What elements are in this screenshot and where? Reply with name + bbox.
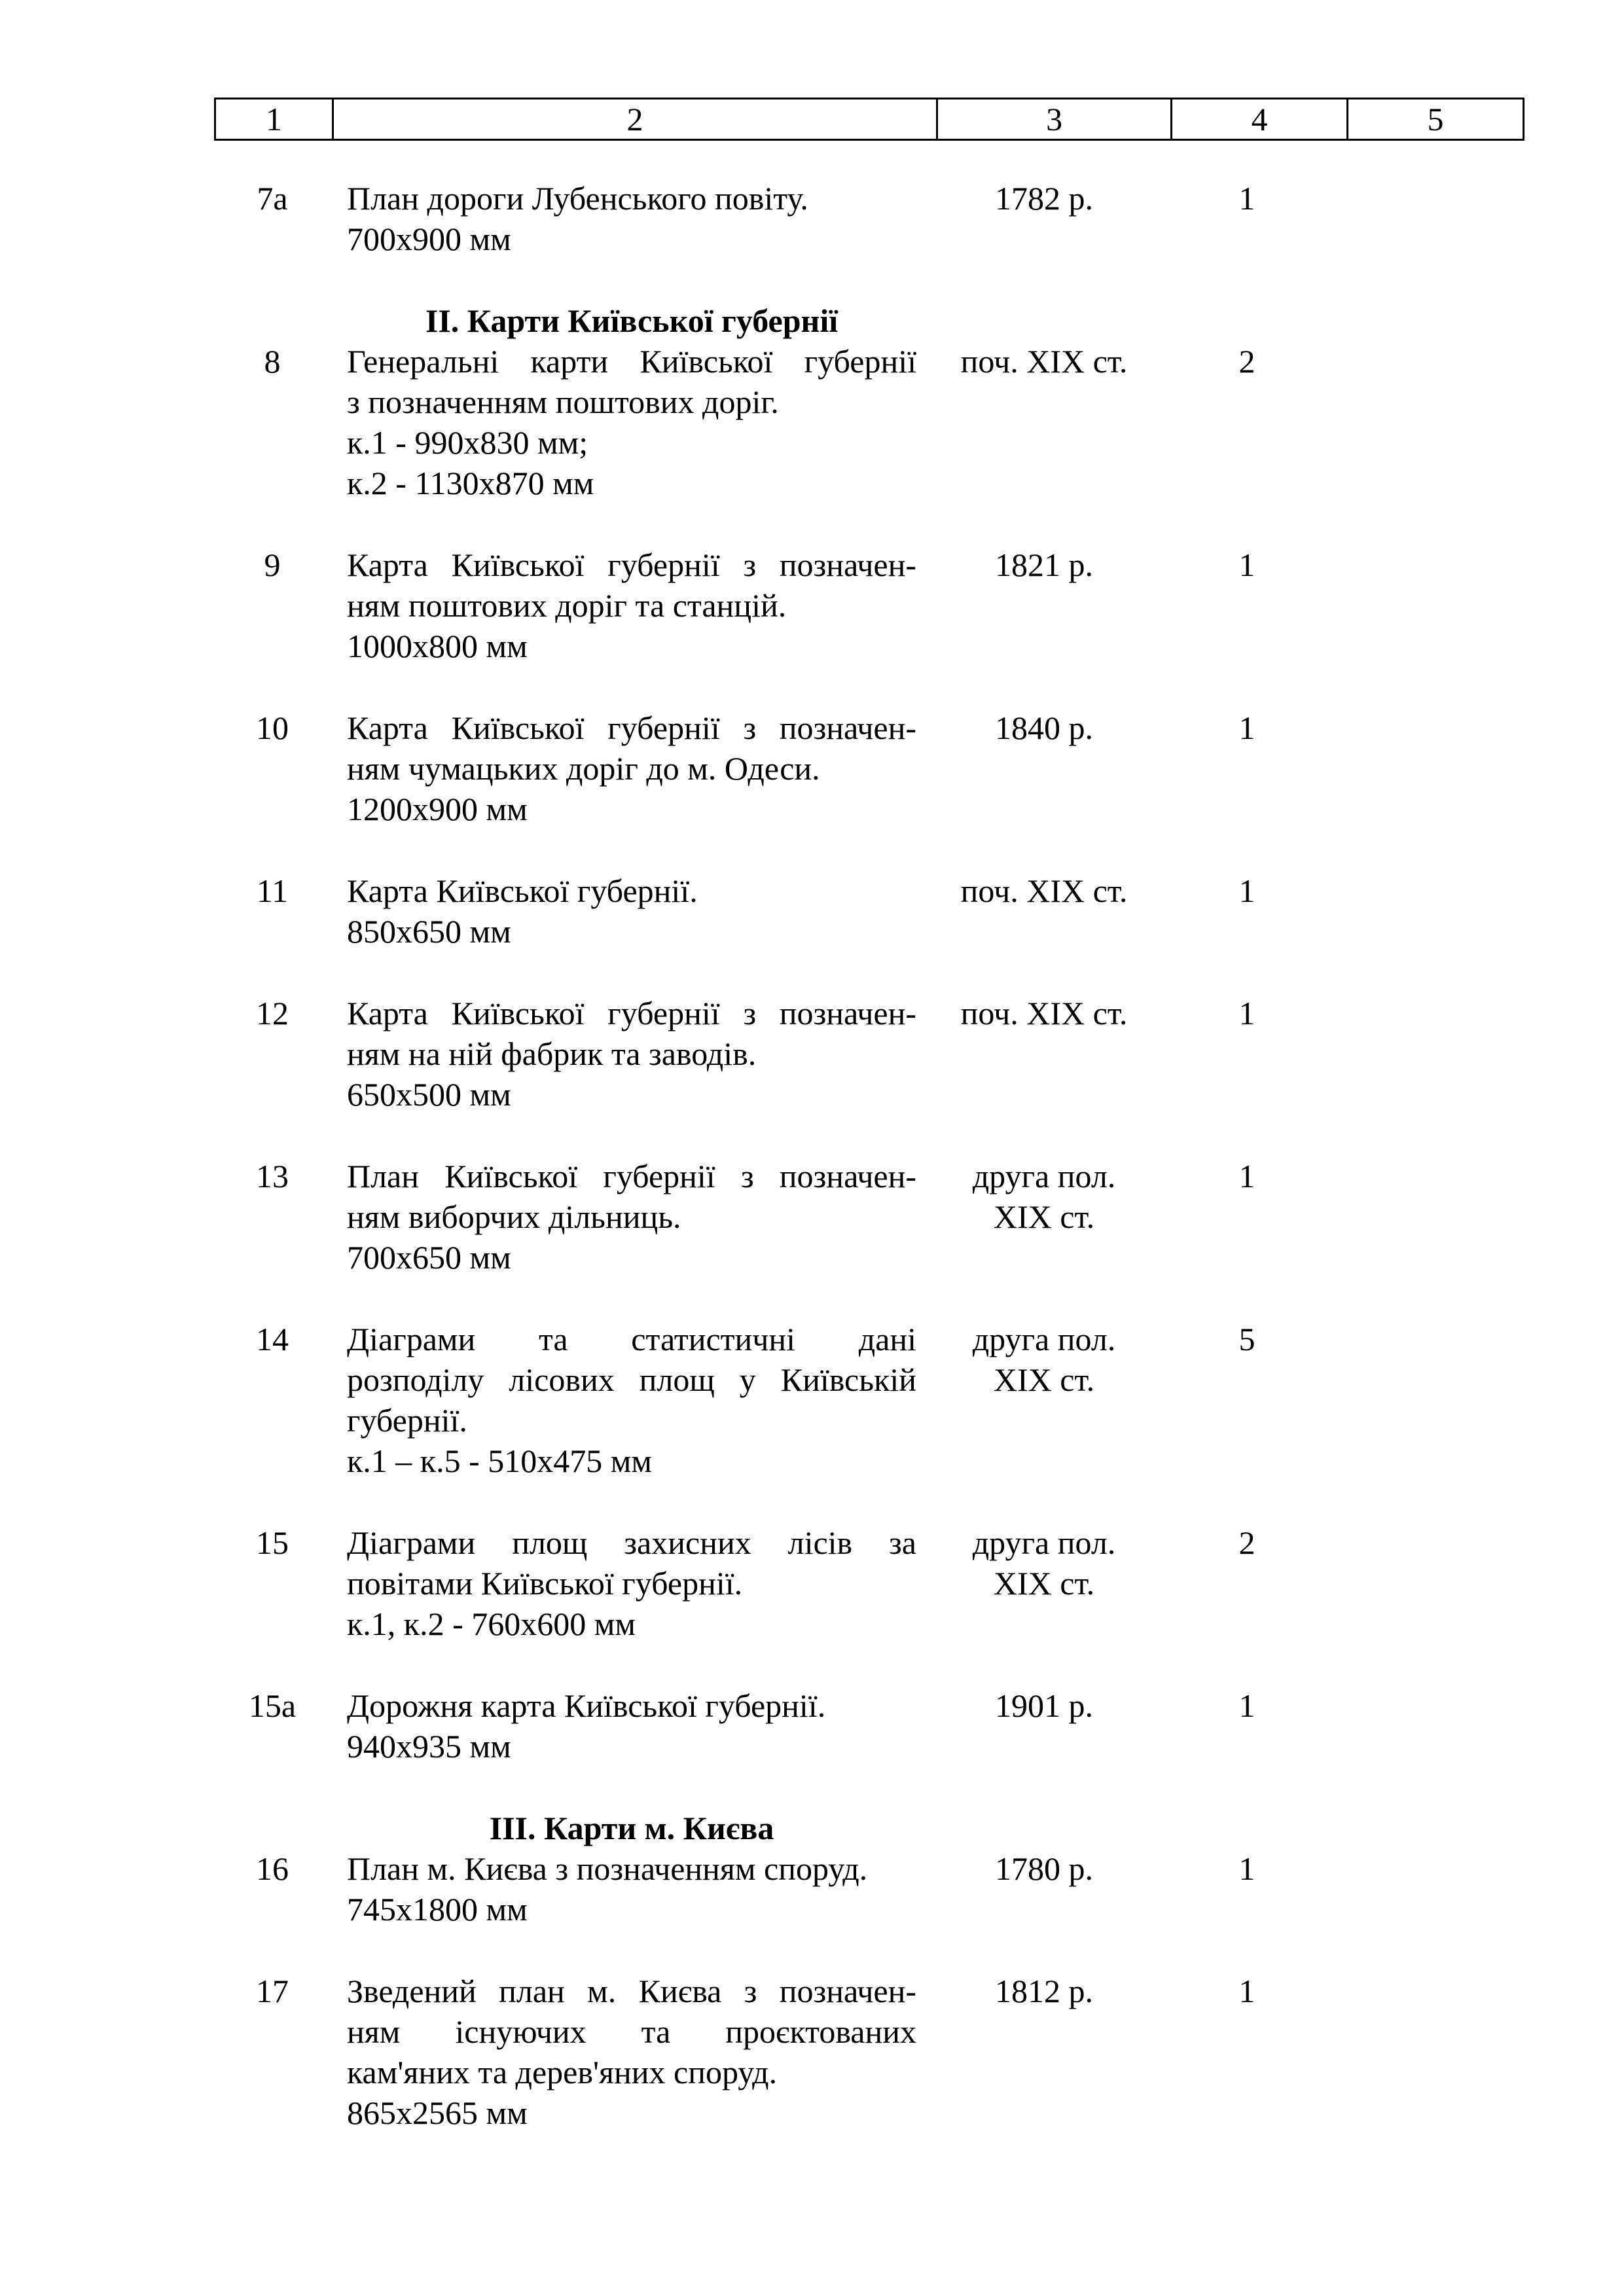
entry-date-line: 1840 р.	[995, 709, 1093, 746]
entry-number: 13	[256, 1158, 289, 1194]
entry-description-line: Діаграми та статистичні дані	[347, 1321, 916, 1357]
entry-quantity: 1	[1238, 1973, 1255, 2009]
entry-description-line: Зведений план м. Києва з позначен-	[347, 1973, 916, 2009]
column-header-number: 1	[215, 99, 333, 140]
entry-quantity: 2	[1238, 343, 1255, 380]
entry-number: 11	[256, 872, 289, 909]
entry-description	[347, 341, 916, 503]
entry-description	[347, 178, 916, 259]
entry-date-line: XIX ст.	[993, 1198, 1095, 1235]
entry-description-line: Генеральні карти Київської губернії	[347, 343, 916, 380]
entry-description-line: Діаграми площ захисних лісів за	[347, 1524, 916, 1561]
entry-description-line: ням чумацьких доріг до м. Одеси.	[347, 750, 820, 787]
entry-description	[347, 993, 916, 1115]
entry-description	[347, 1848, 916, 1929]
entry-date	[928, 1685, 1160, 1726]
entry-date	[928, 545, 1160, 585]
entry-quantity: 2	[1238, 1524, 1255, 1561]
section-title: II. Карти Київської губернії	[425, 302, 839, 339]
entry-description-line: ням існуючих та проєктованих	[347, 2013, 916, 2050]
entry-description-line: Карта Київської губернії з позначен-	[347, 709, 916, 746]
entry-date-line: 1901 р.	[995, 1687, 1093, 1724]
entry-description-line: План м. Києва з позначенням споруд.	[347, 1850, 868, 1887]
entry-date-line: поч. XIX ст.	[960, 343, 1128, 380]
entry-dimensions: 850х650 мм	[347, 913, 511, 950]
entry-number: 12	[256, 995, 289, 1031]
entry-description-line: ням на ній фабрик та заводів.	[347, 1035, 757, 1072]
entry-description-line: губернії.	[347, 1402, 467, 1439]
column-header-quantity: 4	[1172, 99, 1348, 140]
column-header-date: 3	[937, 99, 1172, 140]
entry-number: 16	[256, 1850, 289, 1887]
entry-description	[347, 870, 916, 952]
entry-dimensions: к.2 - 1130х870 мм	[347, 465, 594, 501]
entry-date-line: XIX ст.	[993, 1565, 1095, 1602]
entry-description	[347, 1522, 916, 1644]
entry-number: 7а	[257, 180, 288, 217]
entry-description	[347, 1971, 916, 2133]
entry-quantity: 5	[1238, 1321, 1255, 1357]
entry-number: 15а	[248, 1687, 297, 1724]
entry-description-line: розподілу лісових площ у Київській	[347, 1361, 916, 1398]
entry-number: 14	[256, 1321, 289, 1357]
entry-description-line: повітами Київської губернії.	[347, 1565, 743, 1602]
entry-number: 8	[264, 343, 281, 380]
entry-description-line: ням поштових доріг та станцій.	[347, 587, 787, 624]
column-header-row	[215, 99, 1524, 140]
entry-date-line: 1782 р.	[995, 180, 1093, 217]
entry-description	[347, 1156, 916, 1278]
entry-dimensions: 700х900 мм	[347, 221, 511, 257]
entry-quantity: 1	[1238, 709, 1255, 746]
entry-description	[347, 545, 916, 666]
entry-dimensions: к.1 – к.5 - 510х475 мм	[347, 1443, 653, 1479]
entry-description-line: Карта Київської губернії.	[347, 872, 698, 909]
entry-description	[347, 1319, 916, 1481]
entry-date-line: XIX ст.	[993, 1361, 1095, 1398]
entry-quantity: 1	[1238, 1687, 1255, 1724]
section-title: III. Карти м. Києва	[489, 1810, 774, 1846]
entry-dimensions: к.1, к.2 - 760х600 мм	[347, 1605, 636, 1642]
entry-date-line: 1812 р.	[995, 1973, 1093, 2009]
entry-dimensions: 1000х800 мм	[347, 628, 528, 664]
entry-description-line: Карта Київської губернії з позначен-	[347, 547, 916, 583]
entry-quantity: 1	[1238, 547, 1255, 583]
entry-dimensions: 1200х900 мм	[347, 791, 528, 827]
entry-description-line: Дорожня карта Київської губернії.	[347, 1687, 826, 1724]
entry-dimensions: 865х2565 мм	[347, 2094, 528, 2131]
entry-dimensions: 650х500 мм	[347, 1076, 511, 1113]
entry-description-line: План дороги Лубенського повіту.	[347, 180, 808, 217]
column-header-description: 2	[333, 99, 937, 140]
column-header-notes: 5	[1348, 99, 1524, 140]
entry-date-line: 1780 р.	[995, 1850, 1093, 1887]
entry-description-line: План Київської губернії з позначен-	[347, 1158, 916, 1194]
entry-number: 17	[256, 1973, 289, 2009]
entry-quantity: 1	[1238, 1158, 1255, 1194]
entry-date	[928, 1971, 1160, 2011]
entry-date	[928, 1522, 1160, 1604]
entry-description-line: з позначенням поштових доріг.	[347, 384, 779, 420]
entry-description	[347, 708, 916, 829]
entry-description	[347, 1685, 916, 1767]
entry-date	[928, 1848, 1160, 1889]
entry-date	[928, 993, 1160, 1033]
entry-dimensions: к.1 - 990х830 мм;	[347, 424, 588, 461]
entry-date-line: поч. XIX ст.	[960, 995, 1128, 1031]
entry-date	[928, 341, 1160, 382]
entry-date	[928, 178, 1160, 219]
entry-date-line: поч. XIX ст.	[960, 872, 1128, 909]
entry-quantity: 1	[1238, 872, 1255, 909]
entry-date	[928, 708, 1160, 748]
entry-date	[928, 870, 1160, 911]
entry-date	[928, 1156, 1160, 1237]
entry-dimensions: 745х1800 мм	[347, 1891, 528, 1928]
entry-date-line: друга пол.	[972, 1524, 1116, 1561]
entry-dimensions: 700х650 мм	[347, 1239, 511, 1276]
entry-date	[928, 1319, 1160, 1400]
entry-number: 10	[256, 709, 289, 746]
entry-description-line: Карта Київської губернії з позначен-	[347, 995, 916, 1031]
column-header-table	[214, 98, 1525, 141]
entry-quantity: 1	[1238, 1850, 1255, 1887]
entry-date-line: друга пол.	[972, 1321, 1116, 1357]
entry-number: 15	[256, 1524, 289, 1561]
entry-number: 9	[264, 547, 281, 583]
entry-dimensions: 940х935 мм	[347, 1728, 511, 1765]
entry-date-line: 1821 р.	[995, 547, 1093, 583]
entry-description-line: кам'яних та дерев'яних споруд.	[347, 2054, 778, 2090]
entry-date-line: друга пол.	[972, 1158, 1116, 1194]
entry-quantity: 1	[1238, 180, 1255, 217]
entry-description-line: ням виборчих дільниць.	[347, 1198, 681, 1235]
entry-quantity: 1	[1238, 995, 1255, 1031]
